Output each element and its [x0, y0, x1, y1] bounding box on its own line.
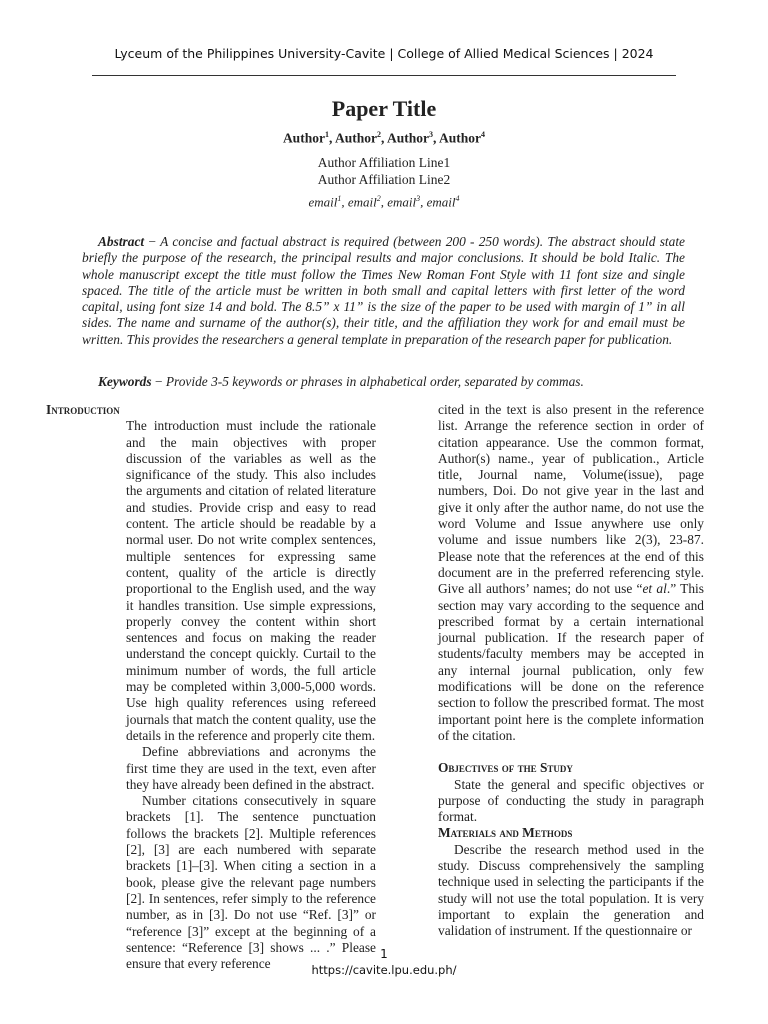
- paper-title: Paper Title: [331, 96, 437, 121]
- abstract-dash: −: [144, 234, 161, 249]
- email-name: email: [347, 194, 377, 210]
- left-column: [46, 402, 376, 972]
- author-name: Author: [439, 130, 482, 146]
- page-number: 1: [380, 947, 388, 961]
- methods-paragraph: Describe the research method used in the study. Discuss comprehensively the sampling technique used in selecting the participants if the study will not use the total population. It is very important to explain the generation and validation of instrument. If the questionnaire or: [438, 841, 704, 939]
- author-separator: ,: [328, 130, 335, 146]
- author-name: Author: [387, 130, 430, 146]
- email-superscript: 2: [376, 194, 381, 203]
- author-superscript: 3: [429, 130, 434, 139]
- email-name: email: [387, 194, 417, 210]
- methods-heading: Materials and Methods: [438, 825, 573, 841]
- section-spacer: [392, 744, 704, 760]
- keywords-dash: −: [151, 374, 166, 389]
- email-superscript: 3: [416, 194, 421, 203]
- header-divider: [92, 75, 676, 76]
- introduction-paragraph-3-continued: [438, 402, 704, 744]
- affiliation-line-1: Author Affiliation Line1: [317, 155, 451, 170]
- keywords-label: Keywords: [98, 374, 152, 389]
- right-column: [392, 402, 704, 940]
- abstract-label: Abstract: [98, 234, 145, 249]
- paragraph-text: cited in the text is also present in the reference list. Arrange the reference section in order of citation appearance. Use the common format, Author(s) name., year of publication., Article title, Journal name, Volume(issue), page numbers, Doi. Do not give year in the last and give it only after the author name, do not use the word Volume and Issue anywhere use only volume and issue numbers like 2(3), 23-87. Please note that the references at the end of this document are in the preferred referencing style. Give all authors’ names; do not use “: [438, 402, 704, 597]
- email-separator: ,: [380, 194, 388, 210]
- email-name: email: [426, 194, 456, 210]
- paragraph-text: .” This section may vary according to the sequence and prescribed format by a certain international journal publication. If the research paper of students/faculty members may be accepted in any internal journal publication, only few modifications will be done on the reference section to follow the prescribed format. The most important point here is the complete information of the citation.: [438, 581, 704, 743]
- introduction-paragraph-3: Number citations consecutively in square brackets [1]. The sentence punctuation follows the brackets [2]. Multiple references [2], [3] are each numbered with separate brackets [1]–[3]. When citing a section in a book, please give the relevant page numbers [2]. In sentences, refer simply to the reference number, as in [3]. Do not use “Ref. [3]” or “reference [3]” except at the beginning of a sentence: “Reference [3] shows ... .” Please ensure that every reference: [126, 793, 376, 972]
- email-name: email: [308, 194, 338, 210]
- author-name: Author: [334, 130, 377, 146]
- author-superscript: 2: [376, 130, 381, 139]
- keywords: [82, 374, 685, 390]
- objectives-heading: Objectives of the Study: [438, 760, 573, 776]
- introduction-heading: Introduction: [46, 402, 120, 417]
- footer-url: https://cavite.lpu.edu.ph/: [311, 963, 457, 977]
- author-list: [0, 130, 768, 147]
- email-separator: ,: [420, 194, 427, 210]
- abstract: [82, 234, 685, 348]
- author-separator: ,: [433, 130, 440, 146]
- introduction-paragraph-1: The introduction must include the rationale and the main objectives with proper discussion of the variables as well as the significance of the study. This also includes the arguments and citation of related literature and studies. Provide crisp and easy to read content. The article should be readable by a normal user. Do not write complex sentences, multiple sentences for expressing same content, quality of the article is directly proportional to the English used, and the way it handles transition. Use simple expressions, properly convey the content within short sentences and focus on making the reader understand the concept quickly. Curtail to the minimum number of words, the full article may be completed within 3,000-5,000 words. Use high quality references using refereed journals that match the content quality, use the details in the reference and properly cite them.: [126, 418, 376, 743]
- abstract-text: A concise and factual abstract is required (between 200 - 250 words). The abstract should state briefly the purpose of the research, the principal results and major conclusions. It should be bold Italic. The whole manuscript except the title must follow the Times New Roman Font Style with 11 font size and single spaced. The title of the article must be written in both small and capital letters with first letter of the word capital, using font size 14 and bold. The 8.5” x 11” is the size of the paper to be used with margin of 1” in all sides. The name and surname of the author(s), their title, and the affiliation they work for and email must be written. This provides the researchers a general template in preparation of the research paper for publication.: [82, 234, 685, 347]
- email-separator: ,: [341, 194, 348, 210]
- author-name: Author: [282, 130, 325, 146]
- author-separator: ,: [380, 130, 387, 146]
- email-superscript: 1: [337, 194, 342, 203]
- email-superscript: 4: [455, 194, 460, 203]
- affiliation-line-2: Author Affiliation Line2: [317, 172, 451, 187]
- author-superscript: 1: [324, 130, 329, 139]
- running-header: Lyceum of the Philippines University-Cavite | College of Allied Medical Sciences | 2024: [114, 46, 654, 61]
- objectives-paragraph: State the general and specific objectives or purpose of conducting the study in paragraph format.: [438, 776, 704, 825]
- et-al-italic: et al: [642, 581, 667, 597]
- author-superscript: 4: [481, 130, 486, 139]
- email-list: [0, 194, 768, 210]
- keywords-text: Provide 3-5 keywords or phrases in alphabetical order, separated by commas.: [165, 374, 584, 389]
- introduction-paragraph-2: Define abbreviations and acronyms the first time they are used in the text, even after they have already been defined in the abstract.: [126, 744, 376, 792]
